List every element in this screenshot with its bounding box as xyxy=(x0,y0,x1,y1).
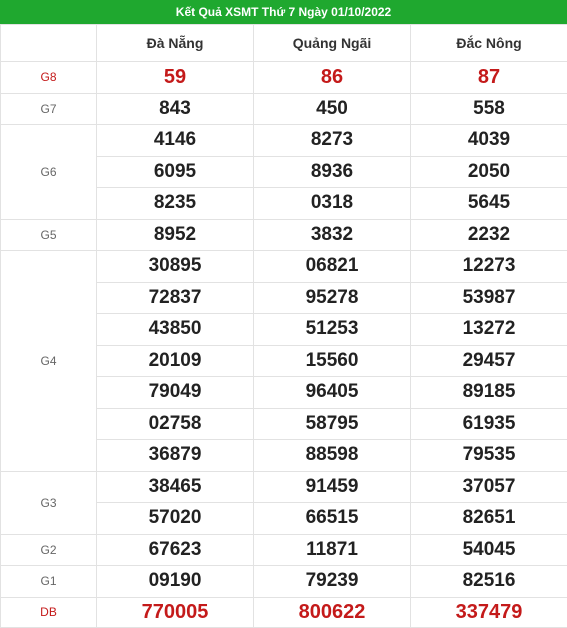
prize-number: 337479 xyxy=(411,597,567,627)
prize-number: 79239 xyxy=(254,566,411,598)
prize-number: 37057 xyxy=(411,471,567,503)
prize-number: 06821 xyxy=(254,251,411,283)
prize-number: 43850 xyxy=(97,314,254,346)
prize-number: 30895 xyxy=(97,251,254,283)
prize-number: 67623 xyxy=(97,534,254,566)
prize-number: 89185 xyxy=(411,377,567,409)
prize-number: 72837 xyxy=(97,282,254,314)
results-body xyxy=(1,62,567,628)
prize-label: G4 xyxy=(1,251,97,472)
prize-number: 38465 xyxy=(97,471,254,503)
prize-column-header xyxy=(1,25,97,62)
results-table xyxy=(0,24,567,628)
prize-row-g1 xyxy=(1,566,567,598)
prize-number: 53987 xyxy=(411,282,567,314)
prize-number: 770005 xyxy=(97,597,254,627)
prize-row-g4 xyxy=(1,251,567,283)
prize-label: G3 xyxy=(1,471,97,534)
prize-number: 3832 xyxy=(254,219,411,251)
prize-label: DB xyxy=(1,597,97,627)
prize-number: 82651 xyxy=(411,503,567,535)
prize-row-g8 xyxy=(1,62,567,94)
prize-number: 13272 xyxy=(411,314,567,346)
prize-number: 66515 xyxy=(254,503,411,535)
prize-row-g7 xyxy=(1,93,567,125)
prize-label: G7 xyxy=(1,93,97,125)
prize-number: 29457 xyxy=(411,345,567,377)
prize-label: G5 xyxy=(1,219,97,251)
prize-number: 11871 xyxy=(254,534,411,566)
prize-number: 4146 xyxy=(97,125,254,157)
prize-number: 91459 xyxy=(254,471,411,503)
prize-number: 8273 xyxy=(254,125,411,157)
prize-number: 54045 xyxy=(411,534,567,566)
prize-number: 51253 xyxy=(254,314,411,346)
prize-number: 02758 xyxy=(97,408,254,440)
prize-number: 59 xyxy=(97,62,254,94)
prize-row-g2 xyxy=(1,534,567,566)
prize-number: 5645 xyxy=(411,188,567,220)
prize-number: 2232 xyxy=(411,219,567,251)
prize-row-db xyxy=(1,597,567,627)
prize-number: 79049 xyxy=(97,377,254,409)
prize-number: 12273 xyxy=(411,251,567,283)
prize-number: 36879 xyxy=(97,440,254,472)
province-header: Đà Nẵng xyxy=(97,25,254,62)
prize-number: 87 xyxy=(411,62,567,94)
prize-row-g3 xyxy=(1,471,567,503)
prize-number: 6095 xyxy=(97,156,254,188)
prize-row-g6 xyxy=(1,125,567,157)
prize-number: 558 xyxy=(411,93,567,125)
prize-number: 79535 xyxy=(411,440,567,472)
prize-number: 82516 xyxy=(411,566,567,598)
prize-number: 95278 xyxy=(254,282,411,314)
prize-label: G6 xyxy=(1,125,97,220)
province-header: Đắc Nông xyxy=(411,25,567,62)
prize-row-g5 xyxy=(1,219,567,251)
prize-number: 8936 xyxy=(254,156,411,188)
prize-number: 09190 xyxy=(97,566,254,598)
prize-number: 58795 xyxy=(254,408,411,440)
prize-number: 800622 xyxy=(254,597,411,627)
prize-number: 4039 xyxy=(411,125,567,157)
prize-number: 96405 xyxy=(254,377,411,409)
prize-number: 2050 xyxy=(411,156,567,188)
prize-number: 86 xyxy=(254,62,411,94)
prize-number: 57020 xyxy=(97,503,254,535)
prize-number: 843 xyxy=(97,93,254,125)
prize-number: 0318 xyxy=(254,188,411,220)
prize-number: 8235 xyxy=(97,188,254,220)
prize-number: 450 xyxy=(254,93,411,125)
prize-number: 88598 xyxy=(254,440,411,472)
prize-number: 8952 xyxy=(97,219,254,251)
prize-label: G8 xyxy=(1,62,97,94)
prize-number: 20109 xyxy=(97,345,254,377)
prize-number: 61935 xyxy=(411,408,567,440)
prize-label: G2 xyxy=(1,534,97,566)
prize-label: G1 xyxy=(1,566,97,598)
province-header-row xyxy=(1,25,567,62)
province-header: Quảng Ngãi xyxy=(254,25,411,62)
prize-number: 15560 xyxy=(254,345,411,377)
results-title: Kết Quả XSMT Thứ 7 Ngày 01/10/2022 xyxy=(0,0,567,24)
